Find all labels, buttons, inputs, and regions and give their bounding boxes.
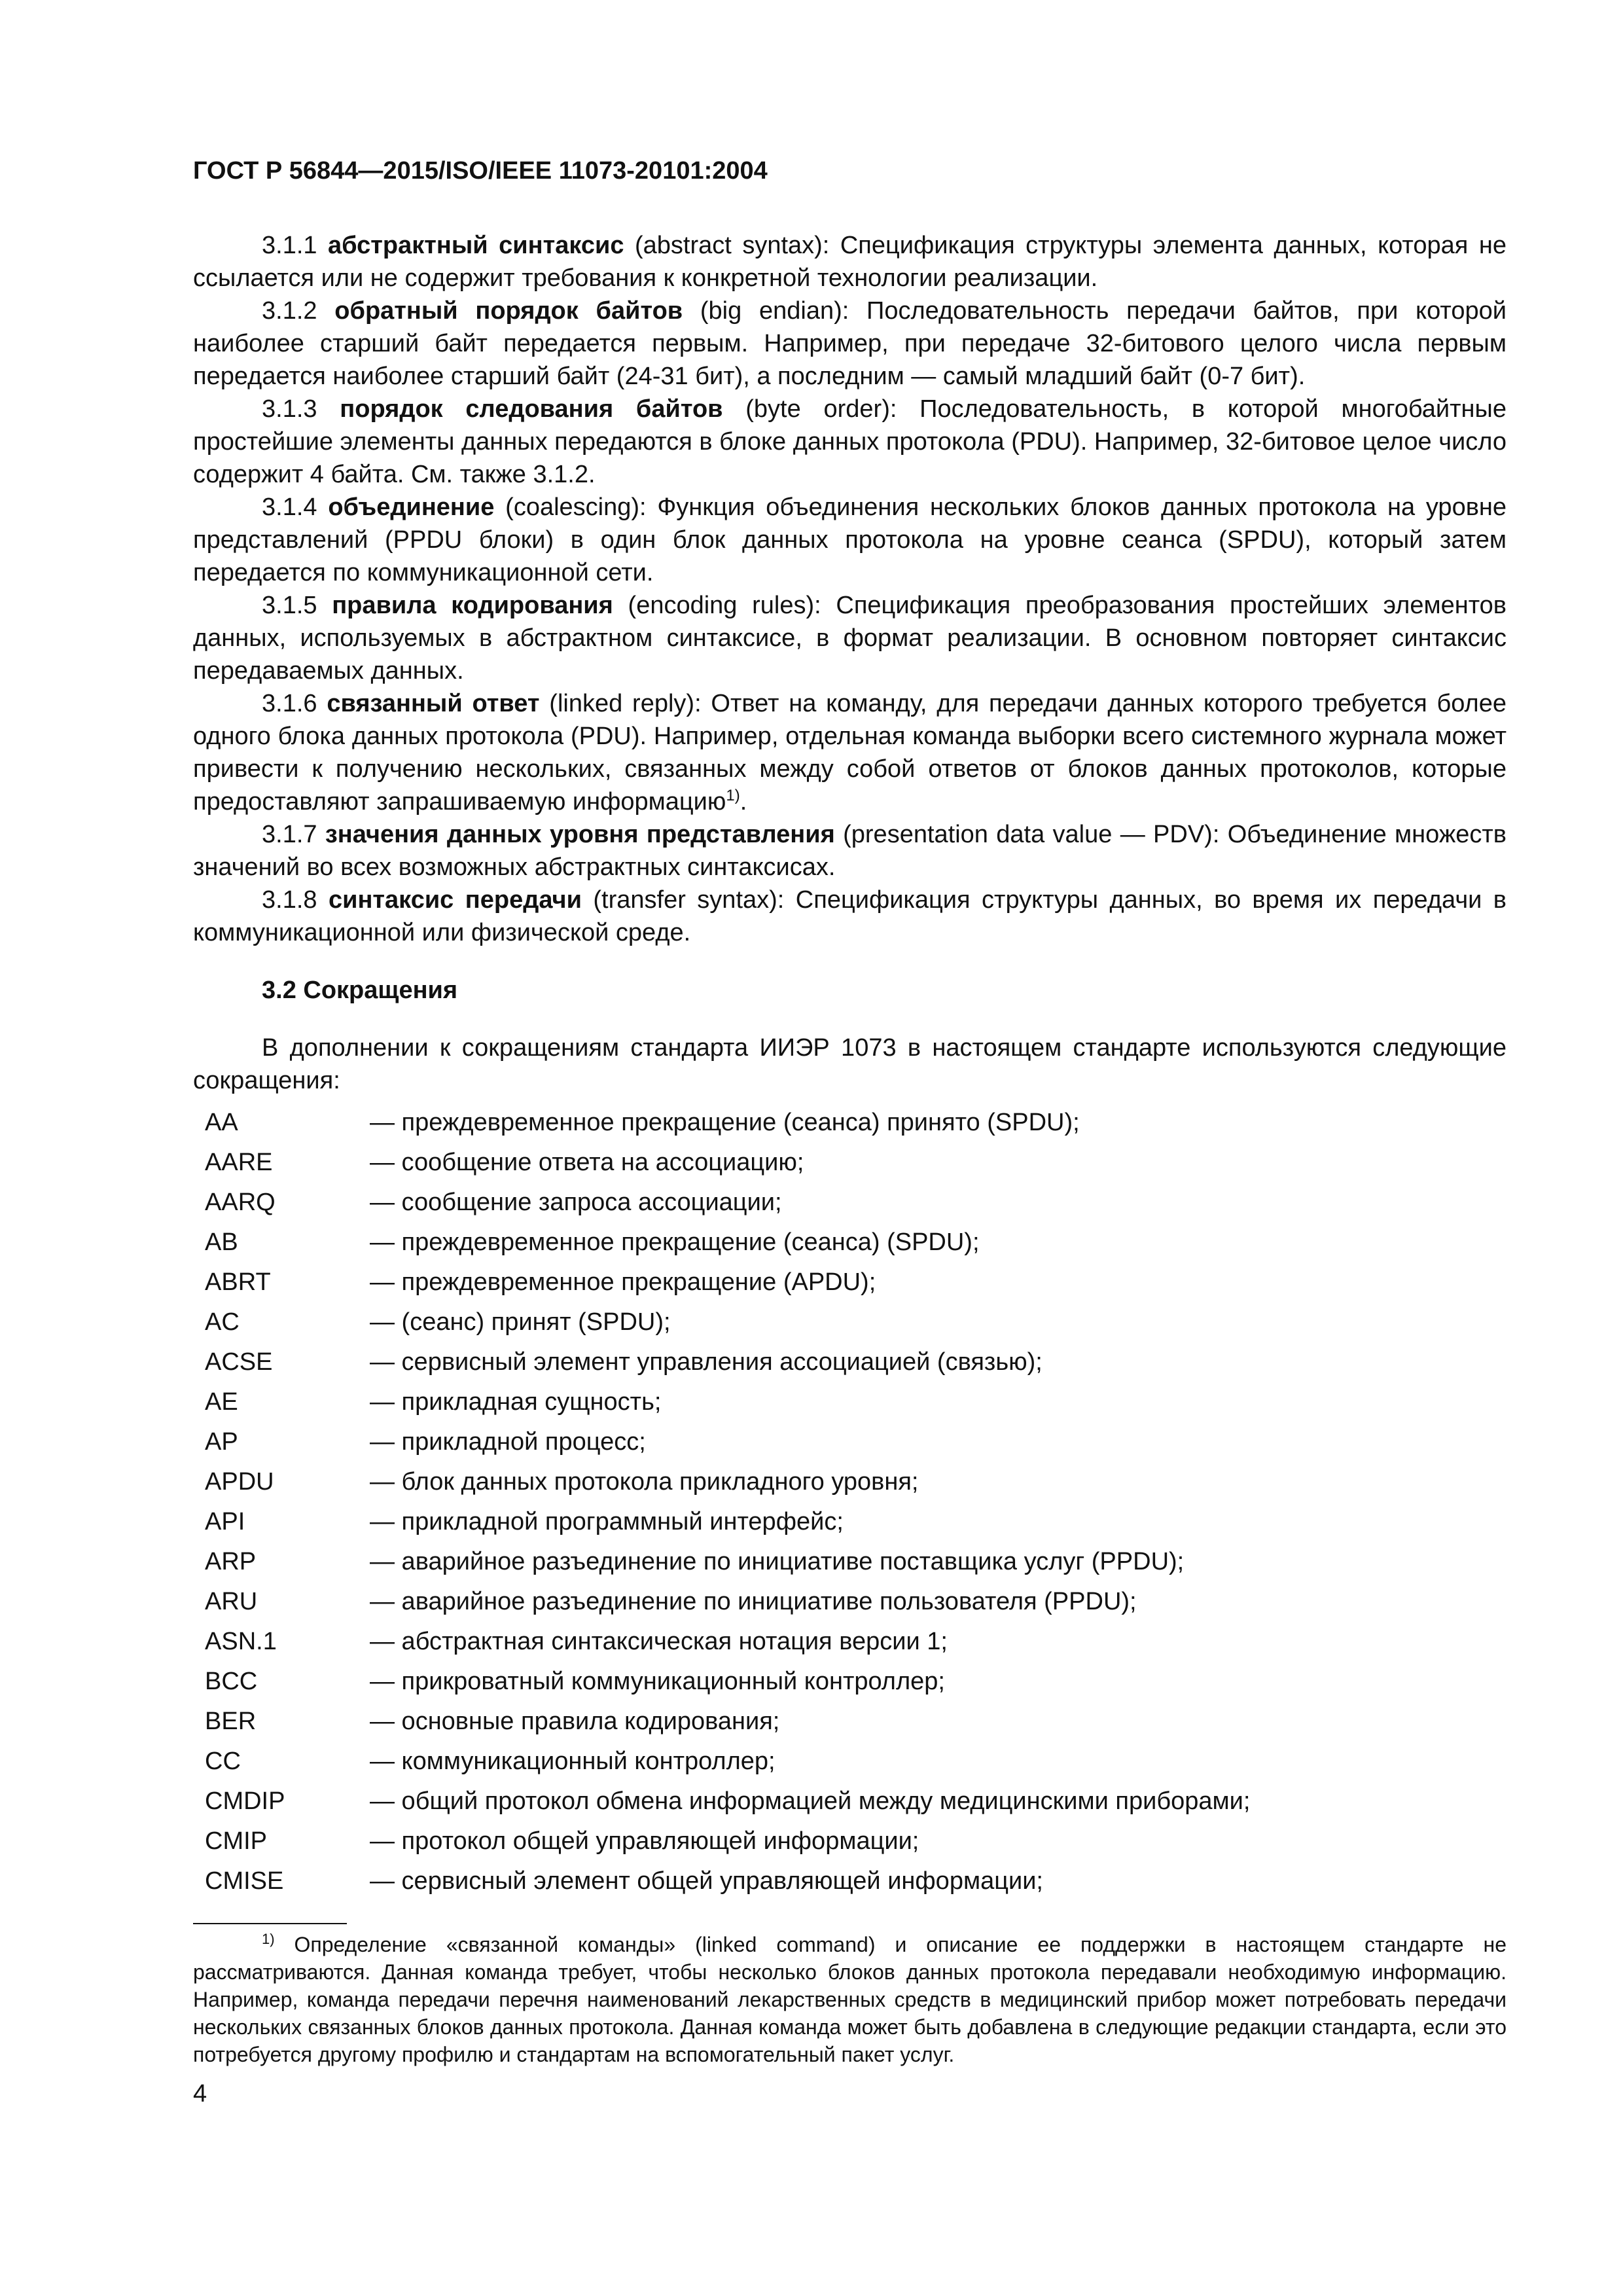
abbreviation-description: — преждевременное прекращение (сеанса) (SPDU);	[370, 1228, 980, 1256]
definition-number: 3.1.4	[262, 493, 317, 521]
abbreviation-code: AE	[205, 1388, 238, 1416]
section-intro: В дополнении к сокращениям стандарта ИИЭР 1073 в настоящем стандарте используются следующие сокращения:	[193, 1034, 1507, 1094]
definition-text: (transfer syntax): Спецификация структуры данных, во время их передачи в коммуникационной или физической среде.	[193, 886, 1507, 946]
abbreviation-code: BER	[205, 1707, 257, 1735]
abbreviation-description: — сервисный элемент общей управляющей информации;	[370, 1867, 1043, 1895]
abbreviation-description: — (сеанс) принят (SPDU);	[370, 1308, 671, 1336]
abbreviation-row	[193, 1701, 1507, 1741]
definition-number: 3.1.5	[262, 592, 317, 619]
definition-3-1-1	[193, 229, 1507, 295]
abbreviation-code: CMDIP	[205, 1787, 285, 1815]
definition-number: 3.1.8	[262, 886, 317, 914]
definition-number: 3.1.1	[262, 232, 317, 259]
definition-term: порядок следования байтов	[340, 395, 723, 423]
abbreviation-description: — блок данных протокола прикладного уровня;	[370, 1467, 919, 1496]
abbreviation-row	[193, 1142, 1507, 1182]
abbreviation-description: — коммуникационный контроллер;	[370, 1747, 776, 1775]
abbreviation-row	[193, 1541, 1507, 1581]
abbreviation-row	[193, 1222, 1507, 1262]
definition-3-1-3	[193, 393, 1507, 491]
abbreviation-description: — преждевременное прекращение (APDU);	[370, 1268, 876, 1296]
abbreviation-row	[193, 1262, 1507, 1302]
definition-term: синтаксис передачи	[328, 886, 582, 914]
abbreviation-description: — преждевременное прекращение (сеанса) принято (SPDU);	[370, 1108, 1080, 1136]
abbreviation-code: AARE	[205, 1148, 273, 1176]
abbreviation-description: — основные правила кодирования;	[370, 1707, 780, 1735]
abbreviation-code: ASN.1	[205, 1627, 277, 1655]
abbreviation-row	[193, 1581, 1507, 1621]
definition-3-1-8	[193, 884, 1507, 949]
definition-number: 3.1.6	[262, 690, 317, 717]
abbreviation-code: ARU	[205, 1587, 258, 1615]
abbreviation-code: APDU	[205, 1467, 274, 1496]
abbreviation-code: AB	[205, 1228, 238, 1256]
definition-text: (linked reply): Ответ на команду, для передачи данных которого требуется более одного блока данных протокола (PDU). Например, отдельная команда выборки всего системного журнала может привести к получению нескольких, связанных между собой ответов от блоков данных протоколов, которые предоставляют запрашиваемую информацию	[193, 690, 1507, 816]
definition-tail: .	[740, 788, 747, 816]
abbreviation-description: — сервисный элемент управления ассоциацией (связью);	[370, 1348, 1043, 1376]
abbreviation-description: — прикроватный коммуникационный контроллер;	[370, 1667, 945, 1695]
abbreviation-row	[193, 1462, 1507, 1501]
definition-3-1-5	[193, 589, 1507, 687]
page-number: 4	[193, 2080, 207, 2108]
abbreviation-description: — прикладная сущность;	[370, 1388, 662, 1416]
definition-number: 3.1.7	[262, 821, 317, 848]
definition-text: (byte order): Последовательность, в которой многобайтные простейшие элементы данных передаются в блоке данных протокола (PDU). Например, 32-битовое целое число содержит 4 байта. См. также 3.1.2.	[193, 395, 1507, 488]
definition-text: (big endian): Последовательность передачи байтов, при которой наиболее старший байт передается первым. Например, при передаче 32-битового целого числа первым передается наиболее старший байт (24-31 бит), а последним — самый младший байт (0-7 бит).	[193, 297, 1507, 390]
abbreviation-code: BCC	[205, 1667, 258, 1695]
abbreviation-row	[193, 1821, 1507, 1861]
footnote-reference[interactable]: 1)	[726, 787, 740, 804]
abbreviation-description: — сообщение ответа на ассоциацию;	[370, 1148, 804, 1176]
abbreviation-row	[193, 1621, 1507, 1661]
footnote	[193, 1931, 1507, 2068]
definition-3-1-7	[193, 818, 1507, 884]
abbreviation-description: — абстрактная синтаксическая нотация версии 1;	[370, 1627, 948, 1655]
abbreviation-row	[193, 1302, 1507, 1342]
abbreviation-code: ARP	[205, 1547, 257, 1575]
definition-term: обратный порядок байтов	[334, 297, 683, 325]
footnote-text: Определение «связанной команды» (linked command) и описание ее поддержки в настоящем стандарте не рассматриваются. Данная команда требует, чтобы несколько блоков данных протокола передавали необходимую информацию. Например, команда передачи перечня наименований лекарственных средств в медицинский прибор может потребовать передачи нескольких связанных блоков данных протокола. Данная команда может быть добавлена в следующие редакции стандарта, если это потребуется другому профилю и стандартам на вспомогательный пакет услуг.	[193, 1933, 1507, 2066]
abbreviation-code: API	[205, 1507, 245, 1535]
abbreviation-list	[193, 1102, 1507, 1901]
abbreviation-code: AC	[205, 1308, 240, 1336]
abbreviation-row	[193, 1102, 1507, 1142]
abbreviation-row	[193, 1741, 1507, 1781]
abbreviation-description: — аварийное разъединение по инициативе поставщика услуг (PPDU);	[370, 1547, 1185, 1575]
abbreviation-description: — протокол общей управляющей информации;	[370, 1827, 919, 1855]
definition-term: связанный ответ	[327, 690, 540, 717]
abbreviation-row	[193, 1382, 1507, 1422]
abbreviation-code: AP	[205, 1427, 238, 1456]
definition-number: 3.1.2	[262, 297, 317, 325]
abbreviation-row	[193, 1342, 1507, 1382]
definition-number: 3.1.3	[262, 395, 317, 423]
definition-3-1-6	[193, 687, 1507, 818]
abbreviation-row	[193, 1781, 1507, 1821]
footnote-divider	[193, 1923, 347, 1924]
definition-term: абстрактный синтаксис	[328, 232, 624, 259]
document-header: ГОСТ Р 56844—2015/ISO/IEEE 11073-20101:2004	[193, 157, 768, 185]
definition-term: правила кодирования	[332, 592, 613, 619]
abbreviation-code: CMIP	[205, 1827, 267, 1855]
abbreviation-code: ACSE	[205, 1348, 273, 1376]
definition-term: объединение	[328, 493, 495, 521]
abbreviation-description: — общий протокол обмена информацией между медицинскими приборами;	[370, 1787, 1251, 1815]
abbreviation-row	[193, 1182, 1507, 1222]
abbreviation-description: — прикладной процесс;	[370, 1427, 646, 1456]
definition-text: (encoding rules): Спецификация преобразования простейших элементов данных, используемых в абстрактном синтаксисе, в формат реализации. В основном повторяет синтаксис передаваемых данных.	[193, 592, 1507, 685]
abbreviation-description: — сообщение запроса ассоциации;	[370, 1188, 782, 1216]
footnote-mark: 1)	[262, 1931, 275, 1947]
definition-text: (presentation data value — PDV): Объединение множеств значений во всех возможных абстрактных синтаксисах.	[193, 821, 1507, 881]
definition-text: (coalescing): Функция объединения нескольких блоков данных протокола на уровне представлений (PPDU блоки) в один блок данных протокола на уровне сеанса (SPDU), который затем передается по коммуникационной сети.	[193, 493, 1507, 586]
abbreviation-code: AA	[205, 1108, 238, 1136]
abbreviation-code: CMISE	[205, 1867, 284, 1895]
abbreviation-row	[193, 1661, 1507, 1701]
abbreviation-code: CC	[205, 1747, 241, 1775]
abbreviation-code: ABRT	[205, 1268, 271, 1296]
abbreviation-row	[193, 1422, 1507, 1462]
definition-text: (abstract syntax): Спецификация структуры элемента данных, которая не ссылается или не содержит требования к конкретной технологии реализации.	[193, 232, 1507, 292]
abbreviation-row	[193, 1861, 1507, 1901]
definition-term: значения данных уровня представления	[325, 821, 835, 848]
abbreviation-row	[193, 1501, 1507, 1541]
definitions-section	[193, 229, 1507, 949]
abbreviation-code: AARQ	[205, 1188, 276, 1216]
abbreviation-description: — прикладной программный интерфейс;	[370, 1507, 844, 1535]
abbreviation-description: — аварийное разъединение по инициативе пользователя (PPDU);	[370, 1587, 1137, 1615]
definition-3-1-2	[193, 295, 1507, 393]
section-title: 3.2 Сокращения	[262, 977, 458, 1004]
definition-3-1-4	[193, 491, 1507, 589]
